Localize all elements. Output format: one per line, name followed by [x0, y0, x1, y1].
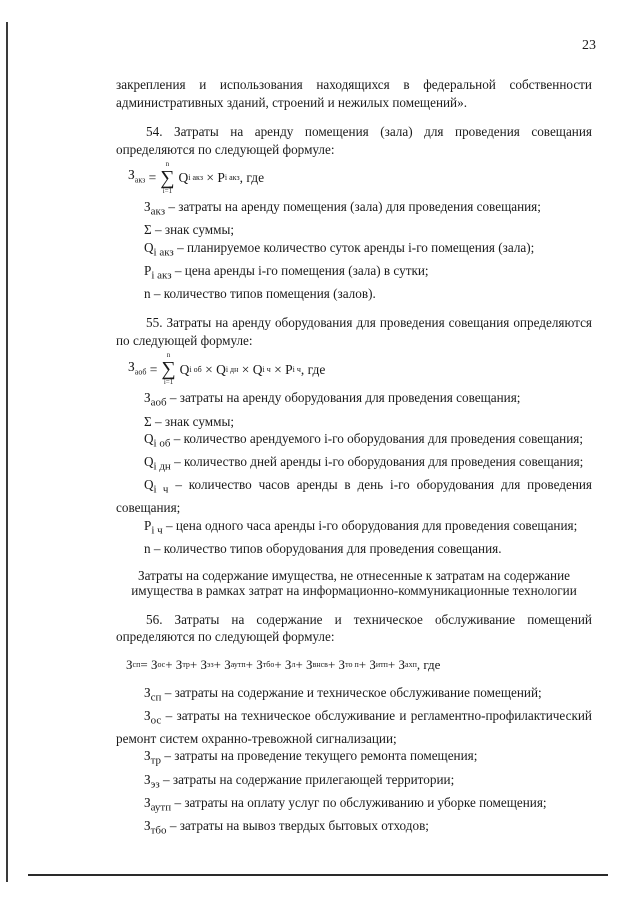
- definition-item: $Q_{i ч}$ – количество часов аренды в день i-го оборудования для проведения совещания;: [116, 477, 593, 516]
- definition-item: $P_{i акз}$ – цена аренды i-го помещения (зала) в сутки;: [144, 262, 429, 282]
- formula-56: З сп = З ос + З тр + З эз + З аутп + З тбо + З л + З внсв + З то п + З итп + З ахп , где: [126, 656, 441, 672]
- section-54-definitions: [116, 198, 592, 302]
- section-55-intro: 55. Затраты на аренду оборудования для проведения совещания определяются по следующей формуле:: [116, 315, 592, 348]
- sum-symbol: n ∑ i=1: [161, 351, 176, 387]
- definition-item: $Q_{i акз}$ – планируемое количество суток аренды i-го помещения (зала);: [144, 239, 535, 259]
- definition-item: $З_{тбо}$ – затраты на вывоз твердых бытовых отходов;: [144, 817, 429, 837]
- page-left-edge: [6, 22, 8, 882]
- definition-item: $Q_{i об}$ – количество арендуемого i-го оборудования для проведения совещания;: [144, 431, 583, 450]
- sum-symbol: n ∑ i=1: [160, 160, 175, 195]
- formula-54: $З_{акз}$ = n ∑ i=1 Q i акз × P i акз , где: [128, 160, 265, 195]
- section-56-definitions: [116, 684, 592, 840]
- definition-item: $З_{ос}$ – затраты на техническое обслуживание и регламентно-профилактический ремонт систем охранно-тревожной сигнализации;: [116, 707, 592, 746]
- document-body: [116, 76, 592, 840]
- section-56-intro: 56. Затраты на содержание и техническое обслуживание помещений определяются по следующей формуле:: [116, 611, 592, 645]
- definition-item: Σ – знак суммы;: [144, 413, 235, 429]
- section-heading: Затраты на содержание имущества, не отнесенные к затратам на содержание имущества в рамках затрат на информационно-коммуникационные технологии: [131, 567, 577, 599]
- section-55-definitions: [116, 389, 592, 557]
- definition-item: $З_{эз}$ – затраты на содержание прилегающей территории;: [144, 771, 455, 791]
- definition-item: $З_{аоб}$ – затраты на аренду оборудования для проведения совещания;: [144, 390, 521, 410]
- continuation-paragraph: закрепления и использования находящихся в федеральной собственности административных зданий, строений и нежилых помещений».: [116, 77, 592, 110]
- definition-item: $З_{тр}$ – затраты на проведение текущего ремонта помещения;: [144, 748, 478, 768]
- definition-item: $Q_{i дн}$ – количество дней аренды i-го оборудования для проведения совещания;: [144, 454, 584, 473]
- formula-55-lhs: $З_{аоб}$: [128, 358, 147, 377]
- definition-item: $P_{i ч}$ – цена одного часа аренды i-го оборудования для проведения совещания;: [144, 517, 578, 537]
- formula-55: $З_{аоб}$ = n ∑ i=1 Q i об × Q i дн × Q i ч × P i ч , где: [128, 351, 326, 387]
- definition-item: Σ – знак суммы;: [144, 222, 235, 238]
- definition-item: n – количество типов помещения (залов).: [144, 285, 376, 301]
- formula-54-lhs: $З_{акз}$: [128, 167, 146, 186]
- definition-item: n – количество типов оборудования для проведения совещания.: [144, 541, 502, 557]
- definition-item: $З_{акз}$ – затраты на аренду помещения (зала) для проведения совещания;: [144, 199, 541, 218]
- section-54-intro: 54. Затраты на аренду помещения (зала) для проведения совещания определяются по следующей формуле:: [116, 124, 592, 157]
- bottom-rule: [28, 874, 608, 876]
- definition-item: $З_{аутп}$ – затраты на оплату услуг по обслуживанию и уборке помещения;: [144, 794, 547, 814]
- page-number: 23: [582, 38, 596, 53]
- definition-item: $З_{сп}$ – затраты на содержание и техническое обслуживание помещений;: [144, 684, 542, 704]
